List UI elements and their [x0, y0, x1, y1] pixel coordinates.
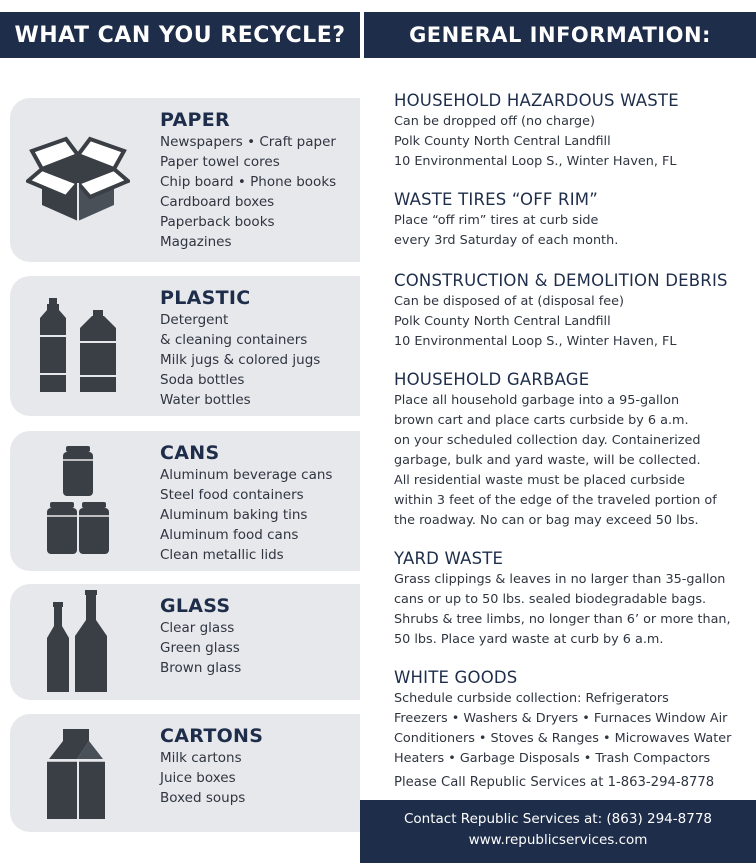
list-item: Aluminum baking tins [160, 507, 308, 523]
info-line: the roadway. No can or bag may exceed 50 lbs. [394, 513, 699, 528]
list-item: Juice boxes [160, 770, 236, 786]
website-link[interactable]: www.republicservices.com [468, 832, 648, 848]
cans-icon [26, 431, 130, 571]
info-line: Schedule curbside collection: Refrigerators [394, 691, 669, 706]
general-info-header: GENERAL INFORMATION: [364, 12, 756, 58]
list-item: Clear glass [160, 620, 235, 636]
list-item: Boxed soups [160, 790, 246, 806]
info-heading: HOUSEHOLD HAZARDOUS WASTE [394, 91, 679, 110]
category-title: PAPER [160, 109, 230, 131]
info-waste-tires [394, 189, 744, 251]
category-plastic [10, 276, 360, 416]
info-line: brown cart and place carts curbside by 6 a.m. [394, 413, 689, 428]
info-line: 50 lbs. Place yard waste at curb by 6 a.m. [394, 632, 664, 647]
info-heading: YARD WASTE [394, 549, 504, 568]
recycle-header: WHAT CAN YOU RECYCLE? [0, 12, 360, 58]
call-line: Please Call Republic Services at 1-863-294-8778 [394, 775, 715, 790]
info-line: Polk County North Central Landfill [394, 134, 611, 149]
category-cartons [10, 714, 360, 832]
list-item: Cardboard boxes [160, 194, 275, 210]
info-heading: WHITE GOODS [394, 668, 518, 687]
list-item: Milk jugs & colored jugs [160, 352, 321, 368]
list-item: Water bottles [160, 392, 251, 408]
info-hazardous-waste [394, 90, 744, 172]
list-item: & cleaning containers [160, 332, 308, 348]
list-item: Chip board • Phone books [160, 174, 337, 190]
info-line: Place all household garbage into a 95-gallon [394, 393, 680, 408]
list-item: Steel food containers [160, 487, 304, 503]
info-yard-waste [394, 548, 744, 650]
info-line: Conditioners • Stoves & Ranges • Microwaves Water [394, 731, 732, 746]
info-line: Freezers • Washers & Dryers • Furnaces Window Air [394, 711, 728, 726]
info-line: Heaters • Garbage Disposals • Trash Compactors [394, 751, 711, 766]
info-line: within 3 feet of the edge of the traveled portion of [394, 493, 717, 508]
info-line: garbage, bulk and yard waste, will be collected. [394, 453, 701, 468]
list-item: Paper towel cores [160, 154, 280, 170]
info-line: Shrubs & tree limbs, no longer than 6’ or more than, [394, 612, 731, 627]
info-white-goods [394, 667, 744, 793]
plastic-bottles-icon [26, 276, 130, 416]
category-glass [10, 584, 360, 700]
info-line: All residential waste must be placed curbside [394, 473, 685, 488]
list-item: Magazines [160, 234, 232, 250]
list-item: Clean metallic lids [160, 547, 284, 563]
category-title: CARTONS [160, 725, 264, 747]
category-title: GLASS [160, 595, 231, 617]
list-item: Aluminum food cans [160, 527, 299, 543]
info-line: 10 Environmental Loop S., Winter Haven, FL [394, 334, 677, 349]
list-item: Brown glass [160, 660, 242, 676]
glass-bottles-icon [26, 584, 130, 700]
list-item: Detergent [160, 312, 229, 328]
contact-phone: Contact Republic Services at: (863) 294-8778 [403, 811, 712, 827]
info-line: 10 Environmental Loop S., Winter Haven, FL [394, 154, 677, 169]
info-line: Polk County North Central Landfill [394, 314, 611, 329]
info-heading: HOUSEHOLD GARBAGE [394, 370, 590, 389]
info-line: Grass clippings & leaves in no larger than 35-gallon [394, 572, 726, 587]
info-line: Place “off rim” tires at curb side [394, 213, 599, 228]
category-title: CANS [160, 442, 220, 464]
list-item: Newspapers • Craft paper [160, 134, 336, 150]
list-item: Aluminum beverage cans [160, 467, 333, 483]
category-cans [10, 431, 360, 571]
carton-icon [26, 714, 130, 832]
info-line: on your scheduled collection day. Containerized [394, 433, 701, 448]
list-item: Milk cartons [160, 750, 242, 766]
info-line: Can be disposed of at (disposal fee) [394, 294, 625, 309]
category-title: PLASTIC [160, 287, 251, 309]
contact-footer [360, 800, 756, 863]
list-item: Paperback books [160, 214, 275, 230]
info-construction-debris [394, 270, 744, 352]
list-item: Green glass [160, 640, 240, 656]
info-heading: CONSTRUCTION & DEMOLITION DEBRIS [394, 271, 728, 290]
info-line: cans or up to 50 lbs. sealed biodegradable bags. [394, 592, 707, 607]
list-item: Soda bottles [160, 372, 245, 388]
category-paper [10, 98, 360, 262]
info-household-garbage [394, 369, 744, 531]
info-heading: WASTE TIRES “OFF RIM” [394, 190, 598, 209]
box-icon [26, 98, 130, 262]
info-line: every 3rd Saturday of each month. [394, 233, 619, 248]
info-line: Can be dropped off (no charge) [394, 114, 595, 129]
